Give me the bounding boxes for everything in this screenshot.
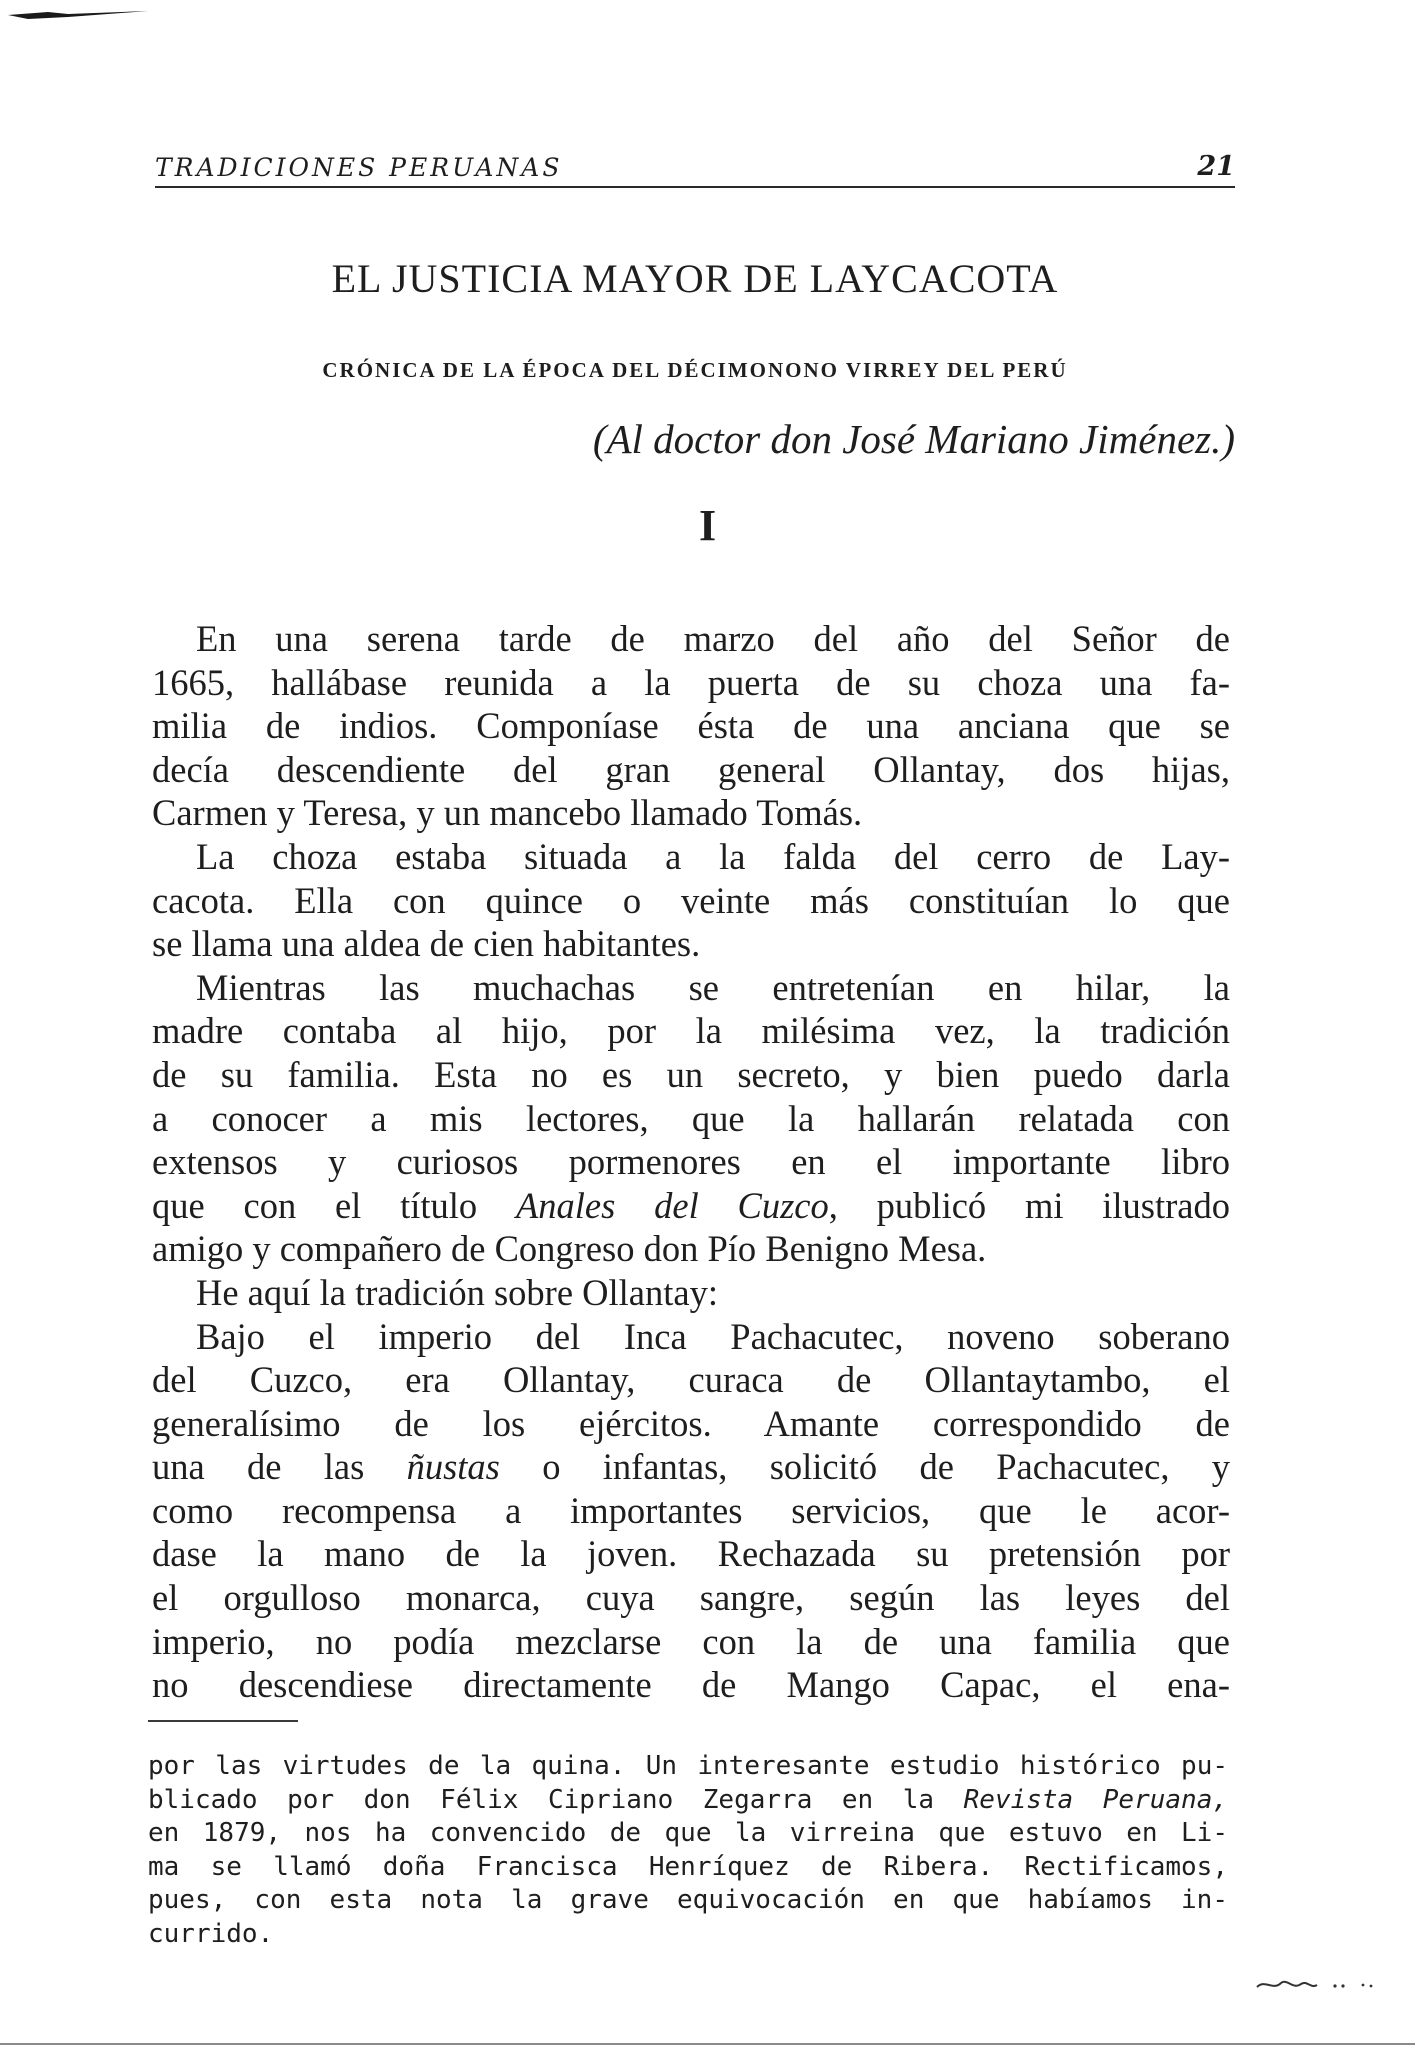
footnote-line: ma se llamó doña Francisca Henríquez de Ribera. Rectificamos, [148,1851,1228,1882]
body-line: de su familia. Esta no es un secreto, y bien puedo darla [152,1053,1230,1095]
body-line-start: una de las [152,1446,365,1488]
body-line: decía descendiente del gran general Ollantay, dos hijas, [152,748,1230,790]
body-line: extensos y curiosos pormenores en el importante libro [152,1141,1230,1183]
footnote-line-start: blicado por don Félix Cipriano Zegarra en la [148,1784,935,1815]
book-title: Anales del Cuzco [515,1184,829,1226]
body-line: milia de indios. Componíase ésta de una anciana que se [152,705,1230,747]
body-line-end: , publicó mi ilustrado [828,1184,1231,1226]
body-line: generalísimo de los ejércitos. Amante correspondido de [152,1402,1230,1444]
body-line: Mientras las muchachas se entretenían en hilar, la [196,966,1230,1008]
page-number: 21 [1197,151,1235,182]
body-line [152,1184,1230,1228]
page-bottom-rule [0,2043,1415,2045]
body-line: Carmen y Teresa, y un mancebo llamado Tomás. [152,792,863,834]
dedication: (Al doctor don José Mariano Jiménez.) [592,416,1235,462]
footnote-line: en 1879, nos ha convencido de que la virreina que estuvo en Li- [148,1818,1228,1848]
footnote-rule [148,1720,298,1722]
journal-title: Revista Peruana, [963,1784,1228,1815]
body-line: cacota. Ella con quince o veinte más constituían lo que [152,879,1230,921]
footnote-line [148,1784,1228,1818]
section-numeral: I [698,501,717,550]
chapter-title: EL JUSTICIA MAYOR DE LAYCACOTA [331,256,1059,301]
body-line: no descendiese directamente de Mango Capac, el ena- [152,1664,1230,1706]
body-line: el orgulloso monarca, cuya sangre, según las leyes del [152,1577,1230,1619]
footnote [148,1750,1228,1951]
body-line: del Cuzco, era Ollantay, curaca de Ollantaytambo, el [152,1359,1230,1401]
ink-smudge [1255,1975,1385,1995]
body-line: En una serena tarde de marzo del año del Señor de [196,618,1230,659]
body-line: se llama una aldea de cien habitantes. [152,923,701,965]
body-line-start: que con el título [152,1184,478,1226]
running-head [155,138,1235,188]
body-line [152,1445,1230,1489]
footnote-line: currido. [148,1918,274,1949]
body-line: madre contaba al hijo, por la milésima vez, la tradición [152,1010,1230,1052]
body-line: imperio, no podía mezclarse con la de una familia que [152,1620,1230,1662]
body-line: He aquí la tradición sobre Ollantay: [196,1271,718,1313]
body-line: 1665, hallábase reunida a la puerta de su choza una fa- [152,661,1230,703]
body-line-end: o infantas, solicitó de Pachacutec, y [542,1446,1230,1488]
running-title: TRADICIONES PERUANAS [155,153,563,182]
italic-term: ñustas [406,1446,500,1488]
body-line: amigo y compañero de Congreso don Pío Benigno Mesa. [152,1228,987,1270]
body-line: La choza estaba situada a la falda del cerro de Lay- [196,835,1230,877]
body-line: a conocer a mis lectores, que la hallarán relatada con [152,1097,1230,1139]
ink-mark [8,10,148,20]
body-line: Bajo el imperio del Inca Pachacutec, noveno soberano [196,1315,1230,1357]
chapter-subtitle: CRÓNICA DE LA ÉPOCA DEL DÉCIMONONO VIRREY DEL PERÚ [322,358,1068,382]
body-line: dase la mano de la joven. Rechazada su pretensión por [152,1533,1230,1575]
body-text [152,617,1230,1707]
body-line: como recompensa a importantes servicios, que le acor- [152,1489,1230,1531]
footnote-line: por las virtudes de la quina. Un interesante estudio histórico pu- [148,1751,1228,1781]
footnote-line: pues, con esta nota la grave equivocación en que habíamos in- [148,1885,1228,1915]
